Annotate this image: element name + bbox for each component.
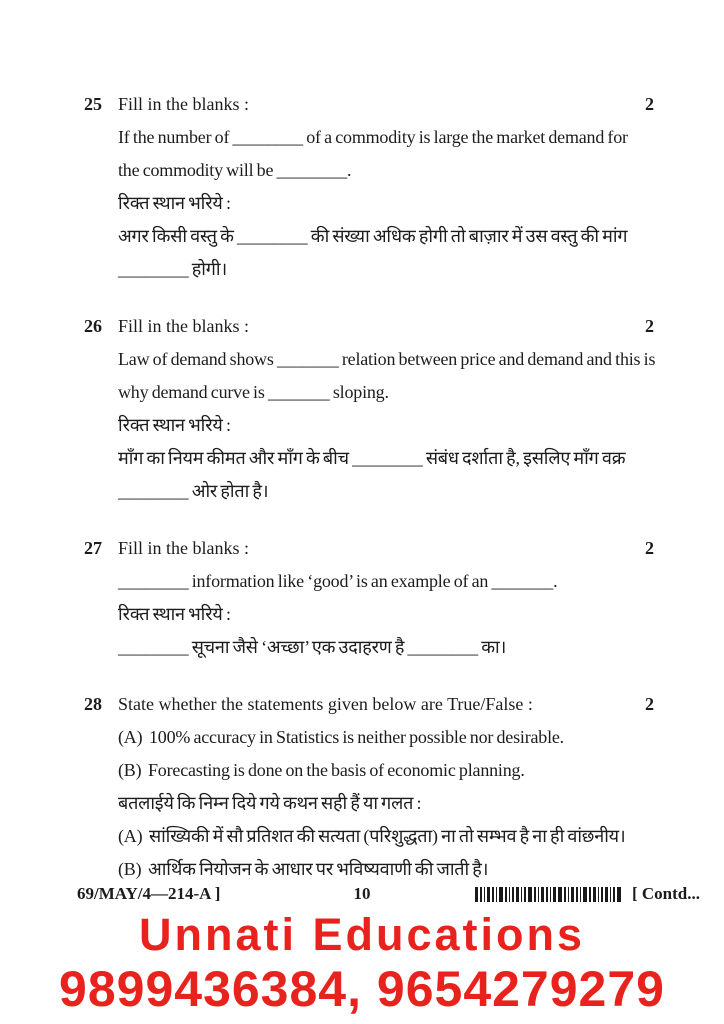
question-title: Fill in the blanks :: [118, 316, 250, 336]
question-marks: 2: [645, 94, 654, 114]
question-line-hindi: रिक्त स्थान भरिये :: [118, 415, 231, 435]
question-line: why demand curve is _______ sloping.: [118, 382, 389, 402]
statement-b: (B) Forecasting is done on the basis of economic planning.: [118, 760, 525, 780]
question-line: ________ information like ‘good’ is an example of an _______.: [118, 571, 558, 591]
question-title: State whether the statements given below are True/False :: [118, 694, 533, 714]
footer-right-group: [475, 884, 700, 904]
question-28: [84, 688, 654, 886]
promo-title: Unnati Educations: [138, 909, 586, 960]
question-27: [84, 532, 654, 664]
question-marks: 2: [645, 694, 654, 714]
question-line-hindi: बतलाईये कि निम्न दिये गये कथन सही हैं या गलत :: [118, 793, 422, 813]
question-line-hindi: ________ होगी।: [118, 259, 227, 279]
promo-phone-numbers: 9899436384, 9654279279: [59, 961, 665, 1017]
question-line-hindi: ________ सूचना जैसे ‘अच्छा’ एक उदाहरण है ________ का।: [118, 637, 507, 657]
question-number: 25: [84, 94, 102, 114]
question-26: [84, 310, 654, 508]
question-body: [118, 343, 654, 508]
statement-a-hindi: (A) सांख्यिकी में सौ प्रतिशत की सत्यता (परिशुद्धता) ना तो सम्भव है ना ही वांछनीय।: [118, 826, 626, 846]
question-title: Fill in the blanks :: [118, 94, 250, 114]
question-header: [84, 310, 654, 343]
question-number: 28: [84, 694, 102, 714]
barcode-icon: [475, 887, 623, 902]
contd-label: [ Contd...: [631, 884, 700, 903]
question-line-hindi: रिक्त स्थान भरिये :: [118, 604, 231, 624]
promo-watermark: [0, 908, 724, 1018]
question-body: [118, 121, 654, 286]
question-title: Fill in the blanks :: [118, 538, 250, 558]
question-line-hindi: ________ ओर होता है।: [118, 481, 269, 501]
question-number: 26: [84, 316, 102, 336]
question-line-hindi: रिक्त स्थान भरिये :: [118, 193, 231, 213]
question-line: If the number of ________ of a commodity is large the market demand for: [118, 127, 628, 147]
questions-area: [84, 88, 654, 910]
question-line-hindi: माँग का नियम कीमत और माँग के बीच ________ संबंध दर्शाता है, इसलिए माँग वक्र: [118, 448, 626, 468]
paper-code: 69/MAY/4—214-A ]: [77, 884, 221, 903]
question-line: Law of demand shows _______ relation between price and demand and this is: [118, 349, 656, 369]
question-header: [84, 88, 654, 121]
question-line: the commodity will be ________.: [118, 160, 352, 180]
page-footer: [0, 884, 724, 908]
question-marks: 2: [645, 316, 654, 336]
question-number: 27: [84, 538, 102, 558]
question-header: [84, 532, 654, 565]
question-25: [84, 88, 654, 286]
statement-b-hindi: (B) आर्थिक नियोजन के आधार पर भविष्यवाणी की जाती है।: [118, 859, 489, 879]
question-header: [84, 688, 654, 721]
statement-a: (A) 100% accuracy in Statistics is neither possible nor desirable.: [118, 727, 564, 747]
page-number: 10: [353, 884, 371, 903]
question-line-hindi: अगर किसी वस्तु के ________ की संख्या अधिक होगी तो बाज़ार में उस वस्तु की मांग: [118, 226, 628, 246]
question-marks: 2: [645, 538, 654, 558]
question-body: [118, 565, 654, 664]
question-body: [118, 721, 654, 886]
